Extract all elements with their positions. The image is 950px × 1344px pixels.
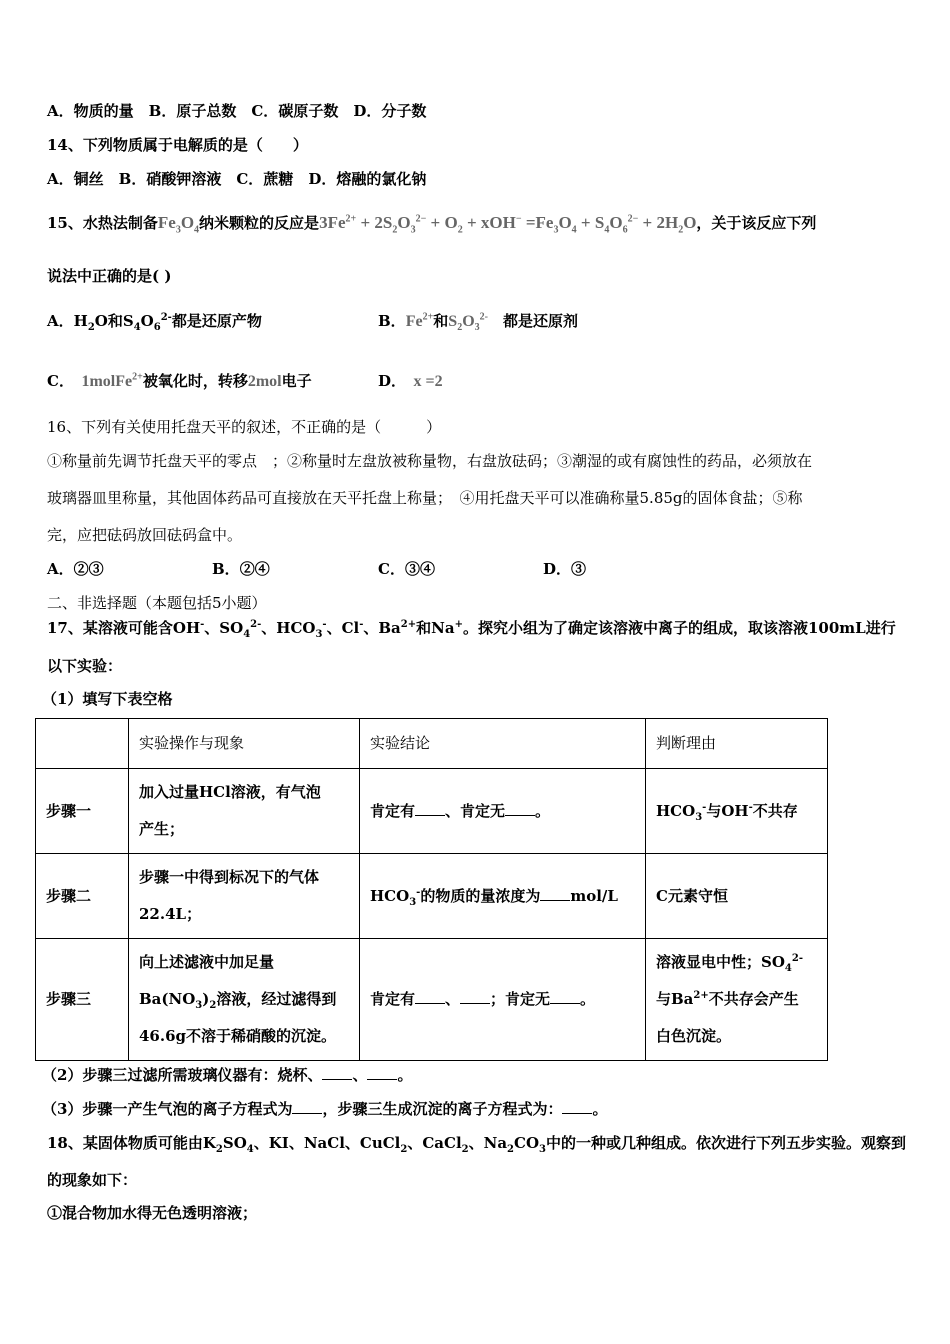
table-header-cell <box>36 719 129 769</box>
q14-stem: 14、下列物质属于电解质的是（ ） <box>47 136 308 154</box>
step-operation: 步骤一中得到标况下的气体 22.4L； <box>129 854 360 939</box>
q13-options: A．物质的量 B．原子总数 C．碳原子数 D．分子数 <box>47 102 427 120</box>
fe3o4-formula: $Fe_3O_4$ <box>157 213 200 236</box>
table-header-cell: 实验结论 <box>360 719 646 769</box>
table-header-cell: 实验操作与现象 <box>129 719 360 769</box>
step-reason: 溶液显电中性；$SO_4^{2-}$ 与$Ba^{2+}$不共存会产生 白色沉淀。 <box>646 939 828 1061</box>
q18-step1: ①混合物加水得无色透明溶液； <box>47 1204 258 1222</box>
table-row <box>36 939 828 1061</box>
q15-equation: $3Fe^{2+} + 2S_2O_3^{2-} + O_2 + xOH^- =Fe_3O_4 + S_4O_6^{2-} + 2H_2O$ <box>319 213 697 236</box>
step-conclusion: 肯定有 、肯定无 。 <box>360 769 646 854</box>
experiment-table <box>35 718 828 1061</box>
q16-stem: 16、下列有关使用托盘天平的叙述，不正确的是（ ） <box>47 418 442 436</box>
q18-stem: 18、某固体物质可能由$K_2SO_4$、KI、NaCl、CuCl$_2$、CaCl$_2$、$Na_2CO_3$中的一种或几种组成。依次进行下列五步实验。观察到 <box>47 1134 907 1155</box>
step-label: 步骤二 <box>36 854 129 939</box>
q17-stem: 17、某溶液可能含OH-、$SO_4^{2-}$、$HCO_3^-$、Cl-、$Ba^{2+}$和Na+。探究小组为了确定该溶液中离子的组成，取该溶液100mL进行 <box>47 619 896 640</box>
step-operation: 加入过量HCl溶液，有气泡 产生； <box>129 769 360 854</box>
q18-stem-line2: 的现象如下： <box>47 1171 138 1189</box>
q16-line2: 玻璃器皿里称量，其他固体药品可直接放在天平托盘上称量； ④用托盘天平可以准确称量5.85g的固体食盐；⑤称 <box>47 489 803 507</box>
q16-option-d: D．③ <box>543 560 587 578</box>
table-row <box>36 769 828 854</box>
q15-option-a: A．$H_2O$和$S_4O_6^{2-}$都是还原产物 <box>47 312 262 333</box>
q16-option-b: B．②④ <box>212 560 270 578</box>
step-reason: C元素守恒 <box>646 854 828 939</box>
q16-line3: 完，应把砝码放回砝码盒中。 <box>47 526 243 544</box>
q15-option-d: D． x =2 <box>378 372 443 390</box>
q17-stem-line2: 以下实验： <box>47 657 123 675</box>
table-header-cell: 判断理由 <box>646 719 828 769</box>
table-row <box>36 854 828 939</box>
q16-option-a: A．②③ <box>47 560 104 578</box>
step-operation: 向上述滤液中加足量 $Ba(NO_3)_2$溶液，经过滤得到 46.6g不溶于稀硝酸的沉淀。 <box>129 939 360 1061</box>
q16-line1: ①称量前先调节托盘天平的零点 ；②称量时左盘放被称量物，右盘放砝码；③潮湿的或有腐蚀性的药品，必须放在 <box>47 452 813 470</box>
step-label: 步骤一 <box>36 769 129 854</box>
q17-sub1: （1）填写下表空格 <box>42 690 173 708</box>
q15-stem-line2: 说法中正确的是( ) <box>47 267 172 285</box>
table-header-row <box>36 719 828 769</box>
q17-sub2: （2）步骤三过滤所需玻璃仪器有：烧杯、 、 。 <box>42 1066 413 1084</box>
step-reason: $HCO_3^-$与OH-不共存 <box>646 769 828 854</box>
q14-options: A．铜丝 B．硝酸钾溶液 C．蔗糖 D．熔融的氯化钠 <box>47 170 427 188</box>
step-conclusion: $HCO_3^-$的物质的量浓度为 mol/L <box>360 854 646 939</box>
q17-sub3: （3）步骤一产生气泡的离子方程式为 ，步骤三生成沉淀的离子方程式为： 。 <box>42 1100 608 1118</box>
section-title: 二、非选择题（本题包括5小题） <box>47 594 267 612</box>
step-label: 步骤三 <box>36 939 129 1061</box>
q15-option-c: C． 1molFe$^{2+}$被氧化时，转移2mol电子 <box>47 371 312 390</box>
q15-stem: 15、水热法制备$Fe_3O_4$纳米颗粒的反应是$3Fe^{2+} + 2S_2O_3^{2-} + O_2 + xOH^- =Fe_3O_4 + S_4O_6^{2-} + 2H_2O$，关于该反应下列 <box>47 213 817 236</box>
q15-option-b: B．$Fe^{2+}$和$S_2O_3^{2-}$ 都是还原剂 <box>378 311 579 334</box>
q16-option-c: C．③④ <box>378 560 435 578</box>
step-conclusion: 肯定有 、 ；肯定无 。 <box>360 939 646 1061</box>
